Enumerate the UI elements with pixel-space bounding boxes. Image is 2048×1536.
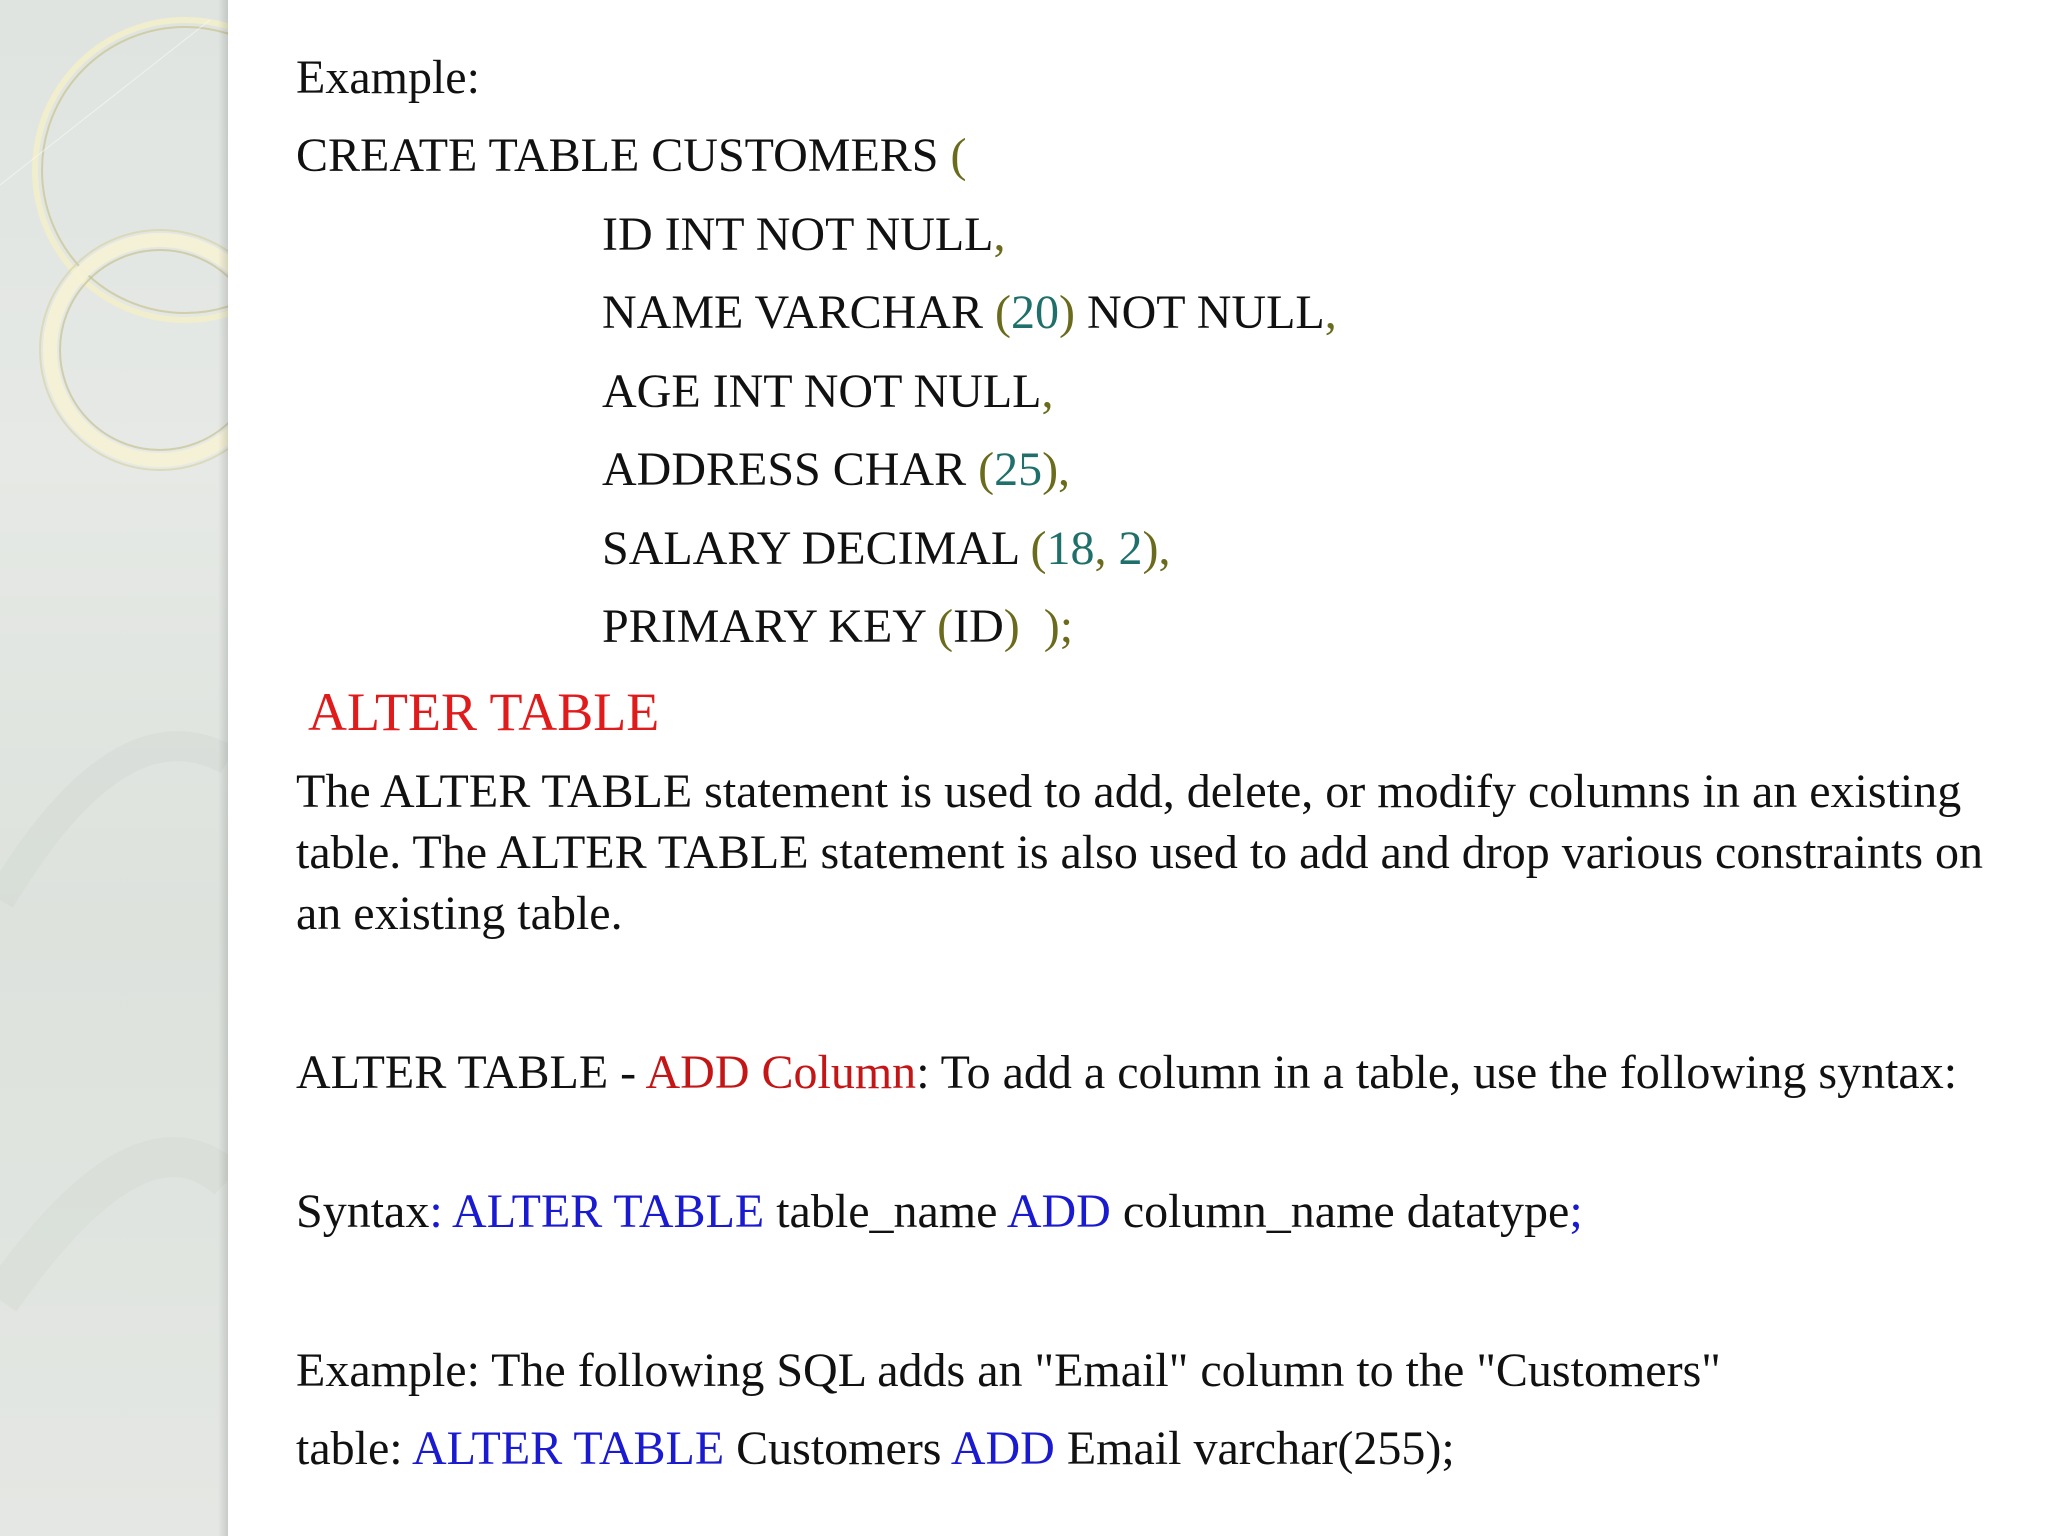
column-age-def: AGE INT NOT NULL [602,365,1042,418]
example-two-keyword-add: ADD [950,1422,1055,1475]
column-salary-def: SALARY DECIMAL [602,522,1019,575]
example-two-table: Customers [736,1422,942,1475]
example-two-keyword-alter: ALTER TABLE [411,1422,725,1475]
example-label: Example: [296,51,480,104]
primary-key-column: ID [953,600,1004,653]
alter-table-heading: ALTER TABLE [308,682,660,742]
syntax-keyword-add: ADD [1006,1185,1111,1238]
column-name-comma: , [1324,286,1337,339]
column-name-open: ( [994,286,1011,339]
create-table-line [296,128,966,184]
primary-key-open: ( [937,600,954,653]
add-column-highlight: ADD Column [645,1046,917,1099]
statement-end: ); [1043,600,1074,653]
syntax-table-name: table_name [776,1185,998,1238]
column-name-line [602,285,1337,341]
open-paren: ( [950,129,967,182]
syntax-column: column_name datatype [1122,1185,1570,1238]
column-address-line [602,442,1070,498]
column-salary-precision: 18 [1046,522,1095,575]
primary-key-close: ) [1003,600,1020,653]
column-id-line [602,207,1006,263]
column-age-comma: , [1041,365,1054,418]
column-id-comma: , [993,208,1006,261]
column-salary-open: ( [1030,522,1047,575]
add-column-suffix: : To add a column in a table, use the following syntax: [916,1046,1958,1099]
column-name-close: ) [1058,286,1075,339]
column-address-size: 25 [994,443,1043,496]
example-two-line2 [296,1421,1455,1477]
column-address-open: ( [978,443,995,496]
syntax-label: Syntax [296,1185,430,1238]
column-address-def: ADDRESS CHAR [602,443,967,496]
column-name-constraint: NOT NULL [1086,286,1325,339]
create-statement: CREATE TABLE CUSTOMERS [296,129,939,182]
alter-table-description: The ALTER TABLE statement is used to add, delete, or modify columns in an existing table. The ALTER TABLE statement is also used to add and drop various constraints on an existing table. [296,765,1984,940]
example-two-line1: Example: The following SQL adds an "Email" column to the "Customers" [296,1344,1721,1397]
column-salary-close: ), [1142,522,1171,575]
example-two-prefix: table: [296,1422,412,1475]
example-two-rest: Email varchar(255); [1066,1422,1455,1475]
column-id-def: ID INT NOT NULL [602,208,994,261]
column-salary-scale: 2 [1118,522,1143,575]
column-name-def: NAME VARCHAR [602,286,983,339]
column-salary-line [602,521,1170,577]
column-salary-sep: , [1094,522,1107,575]
primary-key-def: PRIMARY KEY [602,600,926,653]
column-address-close: ), [1042,443,1071,496]
syntax-keyword-alter: ALTER TABLE [452,1185,765,1238]
column-age-line [602,364,1054,420]
syntax-semicolon: ; [1569,1185,1583,1238]
add-column-intro [296,1042,2016,1103]
syntax-colon: : [429,1185,443,1238]
column-name-size: 20 [1010,286,1059,339]
primary-key-line [602,599,1073,655]
add-column-prefix: ALTER TABLE - [296,1046,646,1099]
syntax-line [296,1184,1583,1240]
